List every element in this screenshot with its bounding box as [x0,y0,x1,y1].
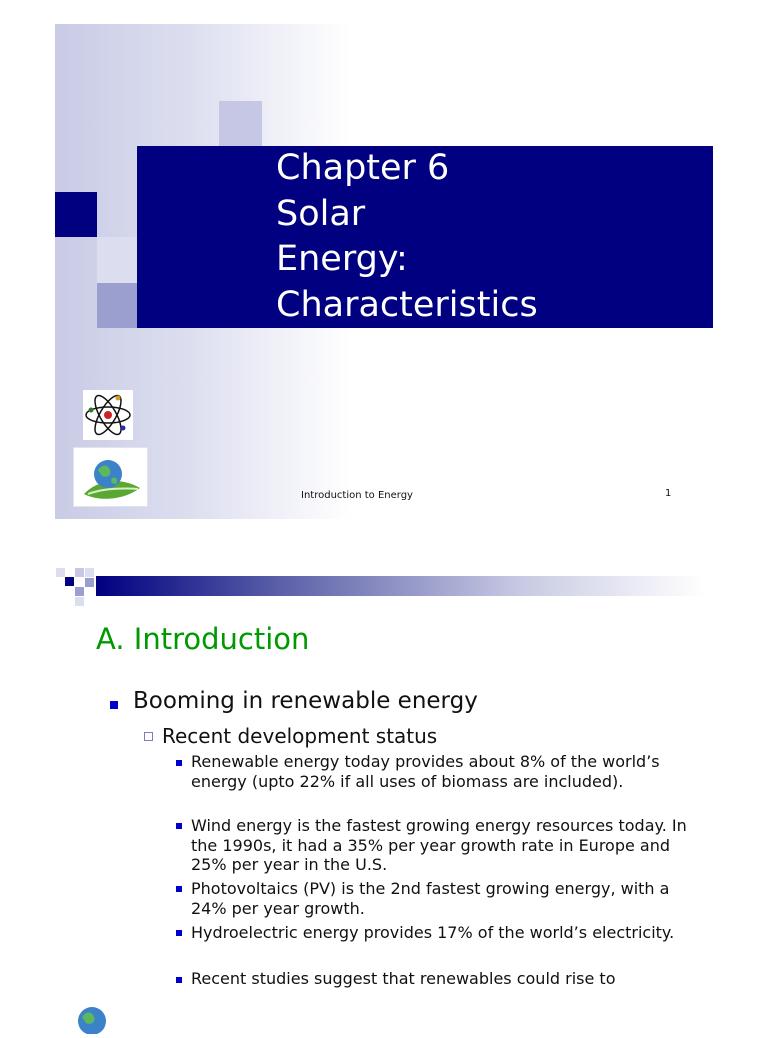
earth-leaf-icon [55,994,130,1034]
bullet-square [176,760,182,766]
decor-square [75,587,84,596]
decor-square [75,597,84,606]
list-item: Photovoltaics (PV) is the 2nd fastest growing energy, with a 24% per year growth. [191,879,670,918]
header-bar [96,576,704,596]
level1-item: Booming in renewable energy [133,688,478,714]
bullet-square [176,886,182,892]
level2-item: Recent development status [162,724,438,748]
decor-square [56,568,65,577]
section-heading: A. Introduction [96,622,310,656]
bullet-square [176,823,182,829]
decor-square [65,577,74,586]
earth-leaf-icon [73,447,148,507]
list-item: Hydroelectric energy provides 17% of the world’s electricity. [191,923,675,942]
bullet-square [110,701,118,709]
page-number: 1 [665,488,672,499]
bullet-hollow-square [144,732,153,741]
decor-square [97,283,137,328]
list-item: Renewable energy today provides about 8% of the world’s energy (upto 22% if all uses of biomass are included). [191,752,660,791]
decor-square [97,237,137,283]
decor-square [85,568,94,577]
decor-square [75,568,84,577]
slide-footer: Introduction to Energy [301,490,413,501]
bullet-square [176,977,182,983]
decor-square [219,101,262,146]
decor-square [55,192,97,237]
atom-icon [83,390,133,440]
list-item: Recent studies suggest that renewables could rise to [191,969,616,988]
decor-square [85,578,94,587]
slide-title: Chapter 6 Solar Energy: Characteristics [276,148,538,325]
list-item: Wind energy is the fastest growing energy resources today. In the 1990s, it had a 35% per year growth rate in Europe and 25% per year in the U.S. [191,816,687,874]
bullet-square [176,930,182,936]
